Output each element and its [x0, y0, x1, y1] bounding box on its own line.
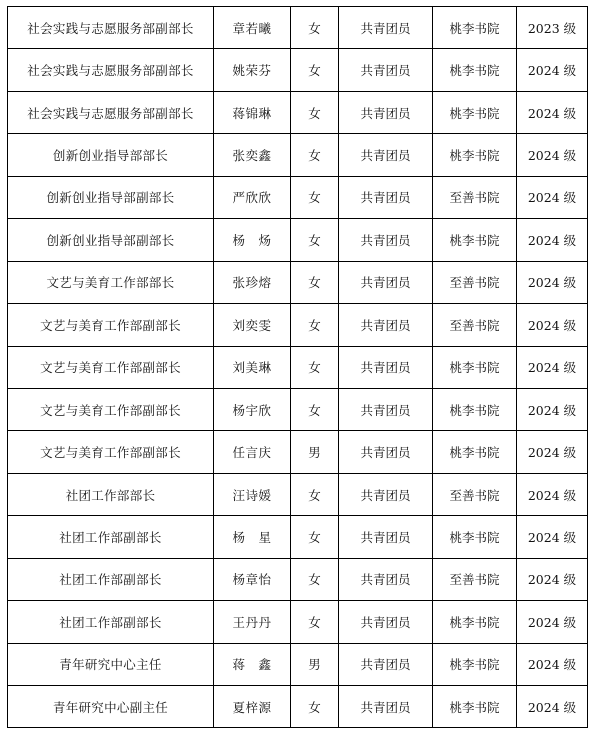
college-cell: 桃李书院 [433, 388, 517, 430]
political-status-cell: 共青团员 [339, 601, 433, 643]
grade-cell: 2024 级 [517, 176, 588, 218]
grade-cell: 2024 级 [517, 346, 588, 388]
name-cell: 王丹丹 [214, 601, 291, 643]
college-cell: 桃李书院 [433, 643, 517, 685]
political-status-cell: 共青团员 [339, 261, 433, 303]
position-cell: 文艺与美育工作部副部长 [8, 431, 214, 473]
grade-cell: 2024 级 [517, 516, 588, 558]
gender-cell: 女 [291, 388, 339, 430]
college-cell: 至善书院 [433, 473, 517, 515]
political-status-cell: 共青团员 [339, 643, 433, 685]
grade-cell: 2024 级 [517, 558, 588, 600]
grade-cell: 2023 级 [517, 7, 588, 49]
political-status-cell: 共青团员 [339, 49, 433, 91]
college-cell: 桃李书院 [433, 516, 517, 558]
position-cell: 社团工作部部长 [8, 473, 214, 515]
position-cell: 创新创业指导部副部长 [8, 219, 214, 261]
political-status-cell: 共青团员 [339, 91, 433, 133]
college-cell: 至善书院 [433, 558, 517, 600]
position-cell: 青年研究中心主任 [8, 643, 214, 685]
political-status-cell: 共青团员 [339, 134, 433, 176]
position-cell: 社团工作部副部长 [8, 516, 214, 558]
college-cell: 桃李书院 [433, 601, 517, 643]
grade-cell: 2024 级 [517, 431, 588, 473]
position-cell: 社会实践与志愿服务部副部长 [8, 91, 214, 133]
name-cell: 蒋 鑫 [214, 643, 291, 685]
position-cell: 社会实践与志愿服务部副部长 [8, 49, 214, 91]
college-cell: 桃李书院 [433, 91, 517, 133]
name-cell: 张珍熔 [214, 261, 291, 303]
position-cell: 社团工作部副部长 [8, 558, 214, 600]
gender-cell: 女 [291, 558, 339, 600]
position-cell: 社团工作部副部长 [8, 601, 214, 643]
college-cell: 桃李书院 [433, 219, 517, 261]
political-status-cell: 共青团员 [339, 304, 433, 346]
table-row [8, 686, 588, 728]
position-cell: 文艺与美育工作部副部长 [8, 304, 214, 346]
table-row [8, 388, 588, 430]
gender-cell: 女 [291, 473, 339, 515]
position-cell: 文艺与美育工作部副部长 [8, 346, 214, 388]
name-cell: 刘美琳 [214, 346, 291, 388]
table-row [8, 261, 588, 303]
table-row [8, 346, 588, 388]
college-cell: 至善书院 [433, 176, 517, 218]
gender-cell: 女 [291, 49, 339, 91]
grade-cell: 2024 级 [517, 601, 588, 643]
college-cell: 桃李书院 [433, 49, 517, 91]
college-cell: 桃李书院 [433, 686, 517, 728]
political-status-cell: 共青团员 [339, 558, 433, 600]
name-cell: 杨 炀 [214, 219, 291, 261]
gender-cell: 男 [291, 643, 339, 685]
grade-cell: 2024 级 [517, 473, 588, 515]
position-cell: 青年研究中心副主任 [8, 686, 214, 728]
grade-cell: 2024 级 [517, 388, 588, 430]
political-status-cell: 共青团员 [339, 431, 433, 473]
name-cell: 杨章怡 [214, 558, 291, 600]
gender-cell: 女 [291, 261, 339, 303]
political-status-cell: 共青团员 [339, 219, 433, 261]
position-cell: 创新创业指导部部长 [8, 134, 214, 176]
college-cell: 至善书院 [433, 304, 517, 346]
table-row [8, 643, 588, 685]
position-cell: 文艺与美育工作部部长 [8, 261, 214, 303]
gender-cell: 男 [291, 431, 339, 473]
table-row [8, 601, 588, 643]
table-row [8, 49, 588, 91]
grade-cell: 2024 级 [517, 91, 588, 133]
table-row [8, 7, 588, 49]
gender-cell: 女 [291, 516, 339, 558]
table-row [8, 558, 588, 600]
grade-cell: 2024 级 [517, 686, 588, 728]
name-cell: 夏梓源 [214, 686, 291, 728]
name-cell: 姚荣芬 [214, 49, 291, 91]
college-cell: 桃李书院 [433, 346, 517, 388]
college-cell: 桃李书院 [433, 134, 517, 176]
position-cell: 创新创业指导部副部长 [8, 176, 214, 218]
position-cell: 社会实践与志愿服务部副部长 [8, 7, 214, 49]
gender-cell: 女 [291, 686, 339, 728]
name-cell: 杨宇欣 [214, 388, 291, 430]
name-cell: 蒋锦琳 [214, 91, 291, 133]
college-cell: 至善书院 [433, 261, 517, 303]
grade-cell: 2024 级 [517, 134, 588, 176]
college-cell: 桃李书院 [433, 7, 517, 49]
table-row [8, 176, 588, 218]
grade-cell: 2024 级 [517, 49, 588, 91]
table-row [8, 91, 588, 133]
gender-cell: 女 [291, 346, 339, 388]
name-cell: 严欣欣 [214, 176, 291, 218]
grade-cell: 2024 级 [517, 219, 588, 261]
table-row [8, 431, 588, 473]
gender-cell: 女 [291, 7, 339, 49]
position-cell: 文艺与美育工作部副部长 [8, 388, 214, 430]
roster-table [7, 6, 588, 728]
name-cell: 杨 星 [214, 516, 291, 558]
political-status-cell: 共青团员 [339, 7, 433, 49]
name-cell: 刘奕雯 [214, 304, 291, 346]
table-row [8, 304, 588, 346]
political-status-cell: 共青团员 [339, 388, 433, 430]
political-status-cell: 共青团员 [339, 473, 433, 515]
name-cell: 张奕鑫 [214, 134, 291, 176]
gender-cell: 女 [291, 219, 339, 261]
gender-cell: 女 [291, 304, 339, 346]
gender-cell: 女 [291, 91, 339, 133]
name-cell: 任言庆 [214, 431, 291, 473]
political-status-cell: 共青团员 [339, 346, 433, 388]
grade-cell: 2024 级 [517, 643, 588, 685]
grade-cell: 2024 级 [517, 261, 588, 303]
table-row [8, 473, 588, 515]
roster-table-body [8, 7, 588, 728]
table-row [8, 134, 588, 176]
gender-cell: 女 [291, 134, 339, 176]
college-cell: 桃李书院 [433, 431, 517, 473]
gender-cell: 女 [291, 601, 339, 643]
name-cell: 汪诗媛 [214, 473, 291, 515]
name-cell: 章若曦 [214, 7, 291, 49]
gender-cell: 女 [291, 176, 339, 218]
grade-cell: 2024 级 [517, 304, 588, 346]
political-status-cell: 共青团员 [339, 516, 433, 558]
table-row [8, 219, 588, 261]
political-status-cell: 共青团员 [339, 686, 433, 728]
table-row [8, 516, 588, 558]
political-status-cell: 共青团员 [339, 176, 433, 218]
